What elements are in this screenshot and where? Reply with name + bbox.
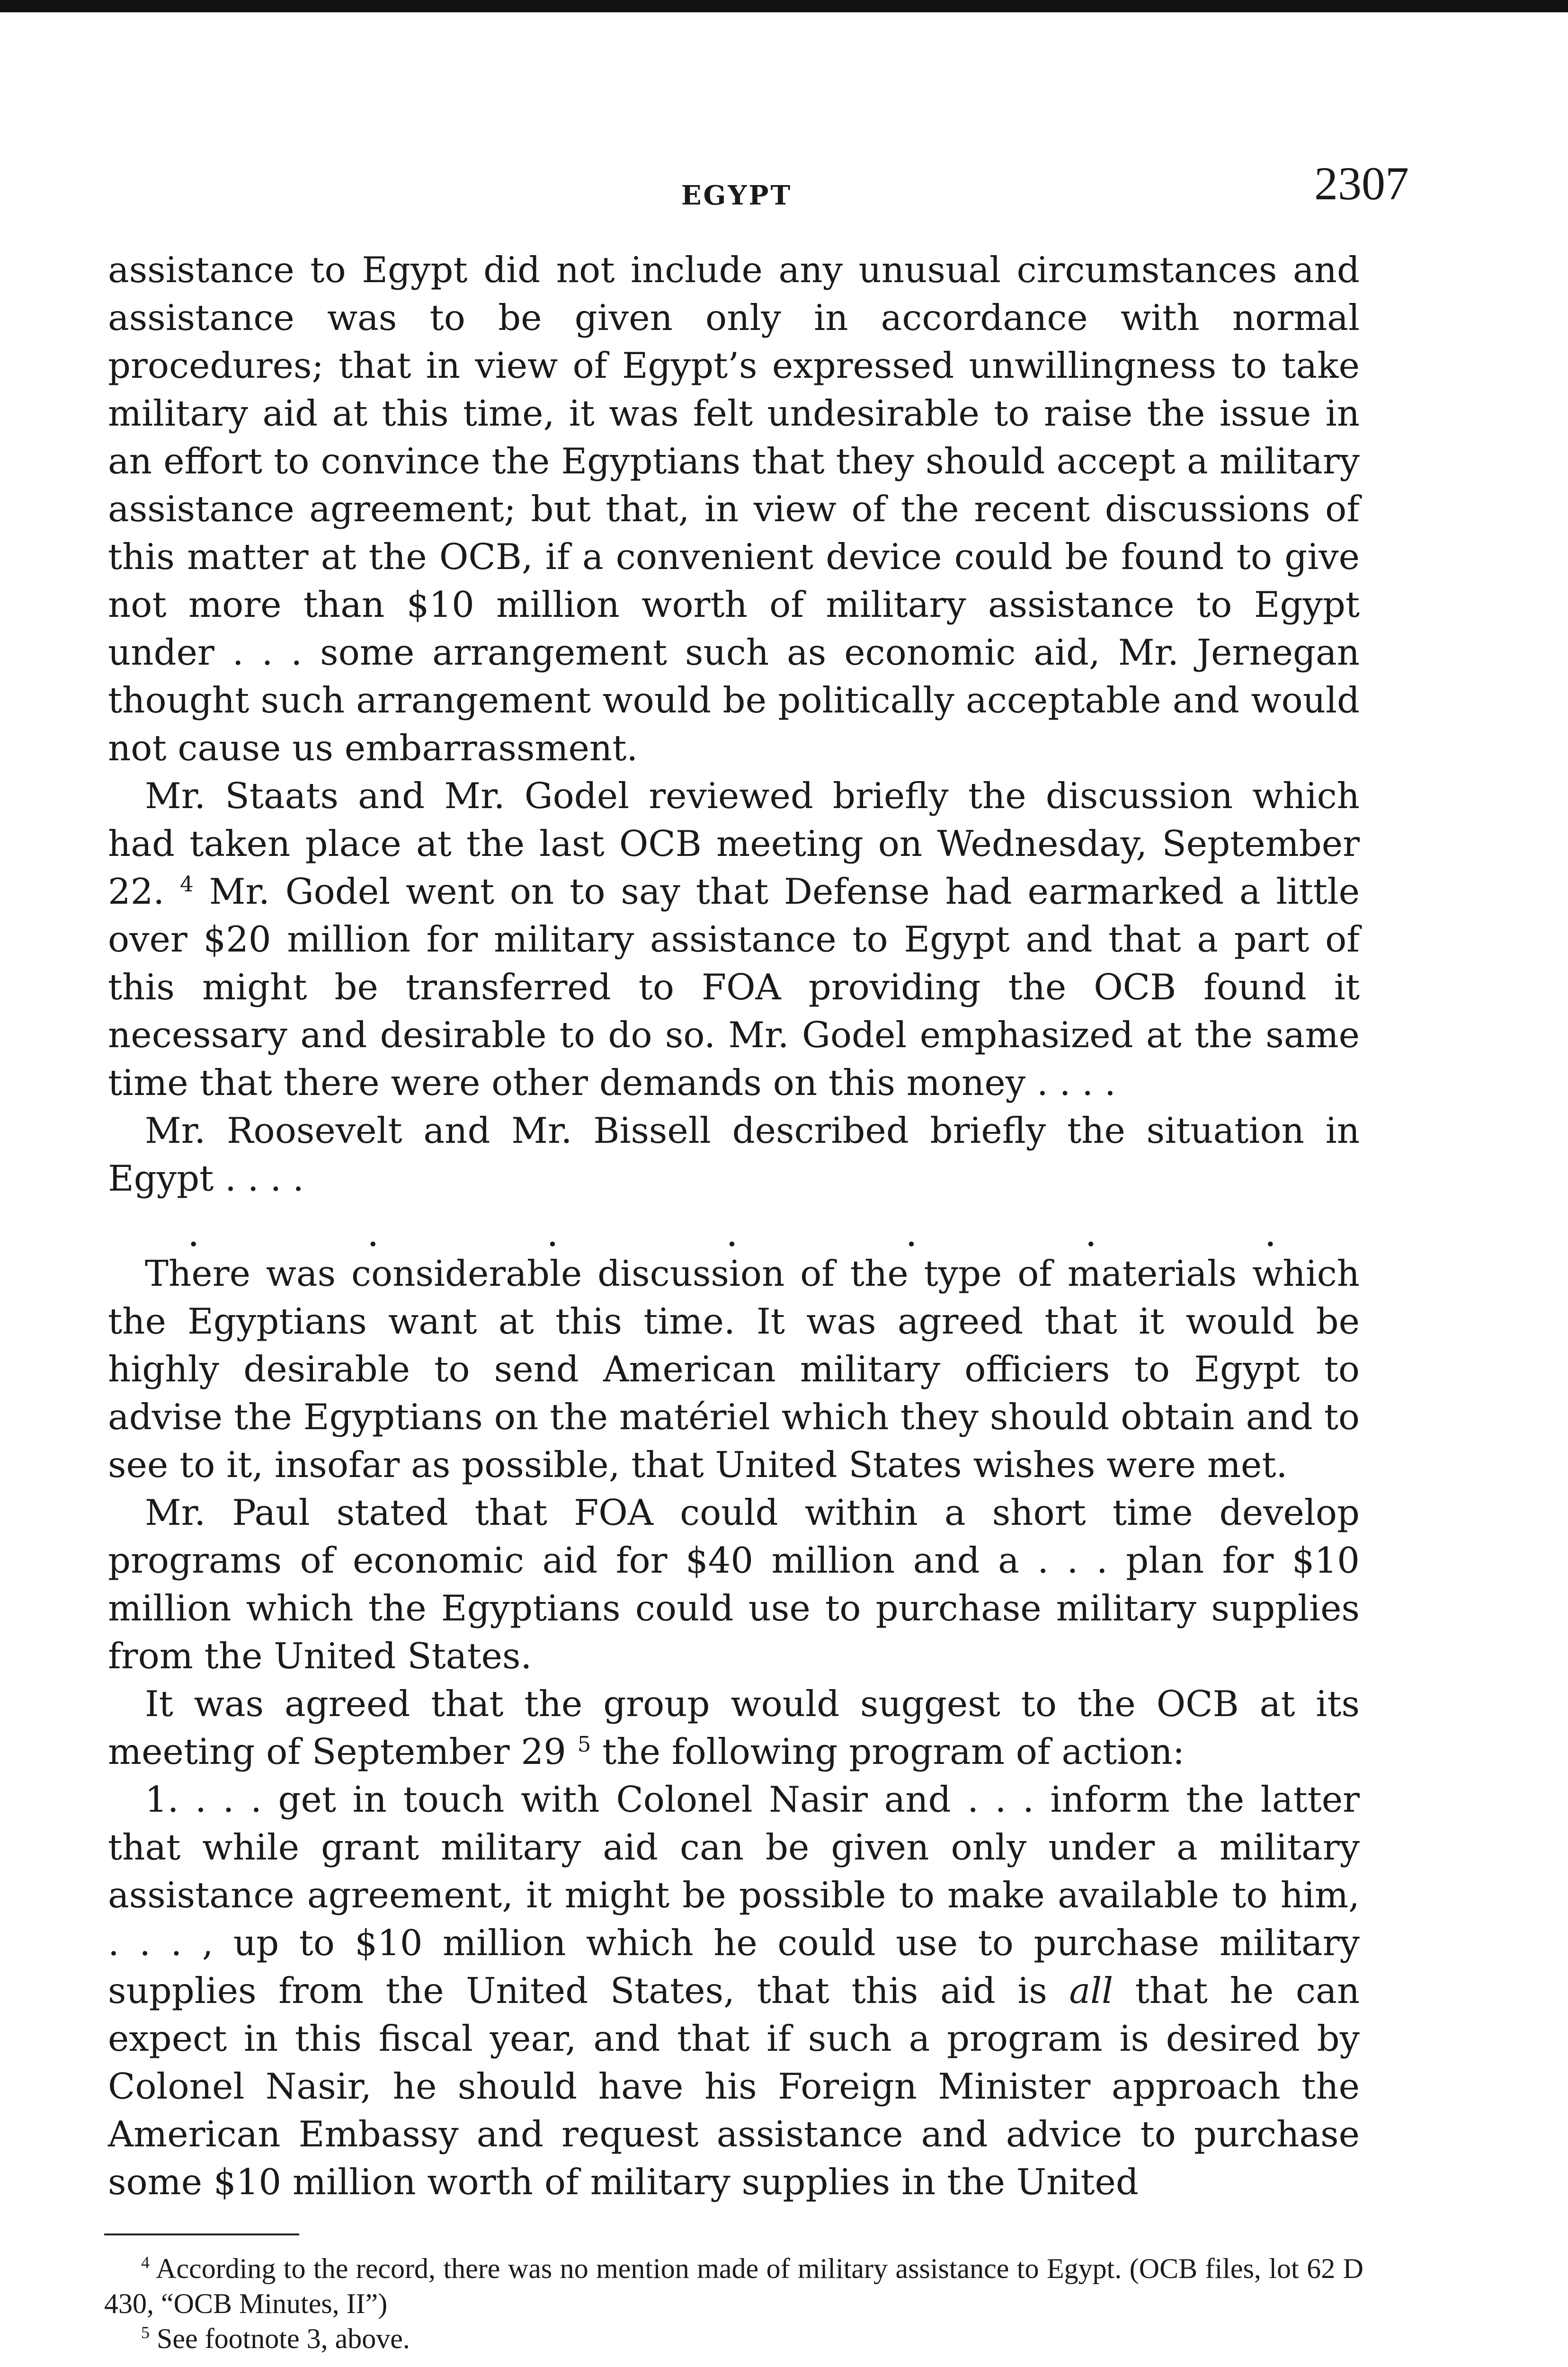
omission-ellipsis	[187, 1211, 1276, 1255]
page-header	[112, 156, 1409, 222]
paragraph	[108, 1680, 1360, 1776]
paragraph	[108, 1776, 1360, 2206]
ellipsis-dot: .	[1085, 1211, 1097, 1255]
ellipsis-dot: .	[546, 1211, 559, 1255]
footnote-mark: 4	[141, 2253, 150, 2272]
paragraph: Mr. Roosevelt and Mr. Bissell described briefly the situation in Egypt . . . .	[108, 1110, 1360, 1199]
paragraph: Mr. Paul stated that FOA could within a short time develop programs of economic aid for $40 million and a . . . plan for $10 million which the Egyptians could use to purchase military supplies from the United States.	[108, 1492, 1360, 1677]
footnote-text: According to the record, there was no mention made of military assistance to Egypt. (OCB files, lot 62 D 430, “OCB Minutes, II”)	[104, 2253, 1363, 2319]
footnote	[104, 2251, 1363, 2321]
scan-edge-bar	[0, 0, 1568, 12]
footnotes	[104, 2251, 1363, 2356]
paragraph	[108, 772, 1360, 1107]
footnote	[104, 2321, 1363, 2356]
footnote-text: See footnote 3, above.	[157, 2323, 410, 2354]
paragraph-text: It was agreed that the group would suggest to the OCB at its meeting of September 29	[108, 1683, 1360, 1772]
paragraph-text: 1. . . . get in touch with Colonel Nasir and . . . inform the latter that while grant military aid can be given only under a military assistance agreement, it might be possible to make available to him, . . . , up to $10 million which he could use to purchase military supplies from the United States, that this aid is	[108, 1779, 1360, 2011]
main-text-continued	[108, 1250, 1360, 2206]
footnote-ref: 5	[577, 1732, 591, 1757]
paragraph-text: Mr. Staats and Mr. Godel reviewed briefly the discussion which had taken place at the last OCB meeting on Wednesday, September 22.	[108, 775, 1360, 912]
footnote-ref: 4	[180, 872, 194, 897]
footnote-divider	[104, 2234, 299, 2235]
paragraph-text: that he can expect in this fiscal year, and that if such a program is desired by Colonel Nasir, he should have his Foreign Minister approach the American Embassy and request assistance and advice to purchase some $10 million worth of military supplies in the United	[108, 1970, 1360, 2203]
paragraph-text: Mr. Godel went on to say that Defense had earmarked a little over $20 million for military assistance to Egypt and that a part of this might be transferred to FOA providing the OCB found it necessary and desirable to do so. Mr. Godel emphasized at the same time that there were other demands on this money . . . .	[108, 871, 1360, 1103]
paragraph: There was considerable discussion of the type of materials which the Egyptians want at this time. It was agreed that it would be highly desirable to send American military officiers to Egypt to advise the Egyptians on the matériel which they should obtain and to see to it, insofar as possible, that United States wishes were met.	[108, 1253, 1360, 1486]
paragraph-text: the following program of action:	[602, 1731, 1185, 1772]
running-head: EGYPT	[681, 180, 793, 211]
paragraph: assistance to Egypt did not include any unusual circumstances and assistance was to be given only in accordance with normal procedures; that in view of Egypt’s expressed unwillingness to take military aid at this time, it was felt undesirable to raise the issue in an effort to convince the Egyptians that they should accept a military assistance agreement; but that, in view of the recent discussions of this matter at the OCB, if a convenient device could be found to give not more than $10 million worth of military assistance to Egypt under . . . some arrangement such as economic aid, Mr. Jernegan thought such arrangement would be politically acceptable and would not cause us embarrassment.	[108, 249, 1360, 769]
emphasis-text: all	[1069, 1970, 1114, 2011]
ellipsis-dot: .	[1264, 1211, 1276, 1255]
ellipsis-dot: .	[905, 1211, 918, 1255]
ellipsis-dot: .	[726, 1211, 738, 1255]
ellipsis-dot: .	[187, 1211, 200, 1255]
main-text	[108, 246, 1360, 1202]
ellipsis-dot: .	[367, 1211, 379, 1255]
page-number: 2307	[1314, 157, 1409, 210]
footnote-mark: 5	[141, 2323, 150, 2342]
